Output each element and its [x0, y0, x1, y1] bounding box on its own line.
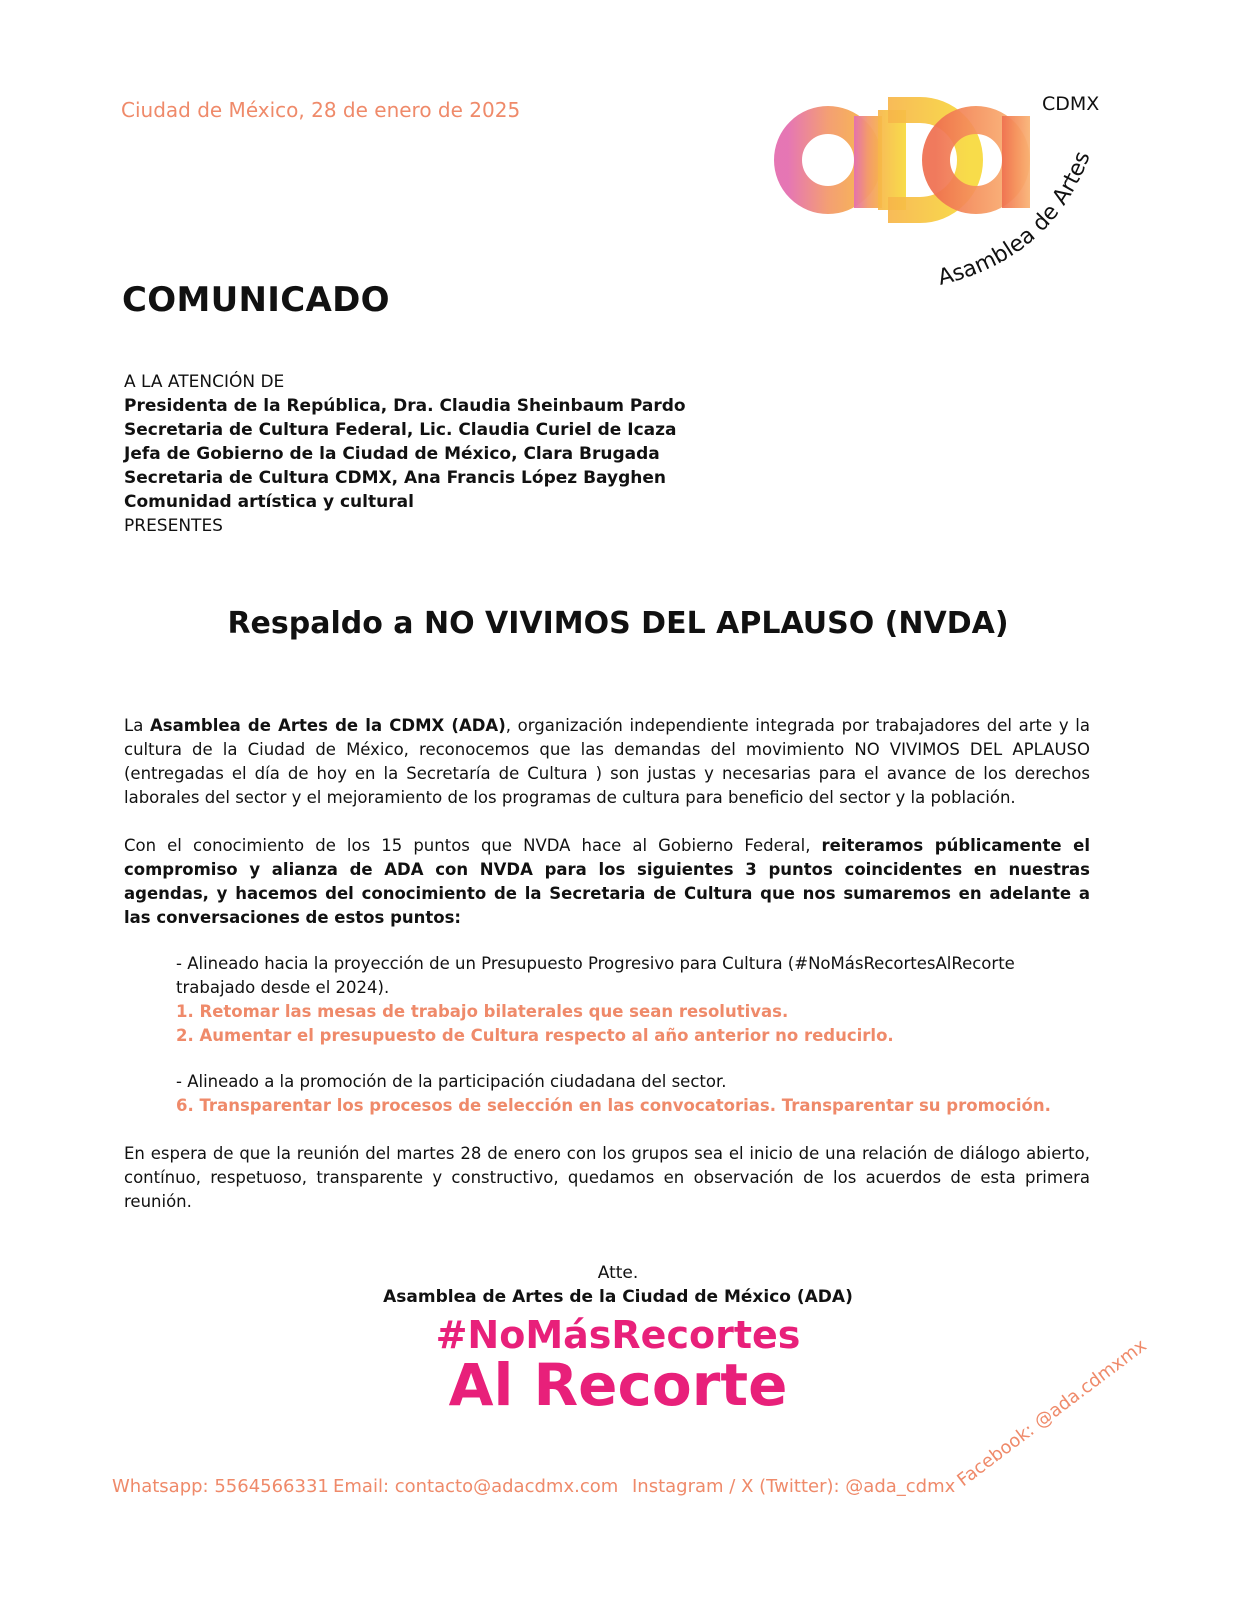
list-item: 1. Retomar las mesas de trabajo bilaterales que sean resolutivas.	[176, 1002, 789, 1021]
list-intro: - Alineado hacia la proyección de un Presupuesto Progresivo para Cultura (#NoMásRecortesAlRecorte trabajado desde el 2024).	[176, 954, 1015, 997]
body-paragraph-1	[124, 714, 1090, 810]
footer-instagram: Instagram / X (Twitter): @ada_cdmx	[632, 1476, 956, 1497]
signature-org: Asamblea de Artes de la Ciudad de México (ADA)	[383, 1287, 853, 1307]
ada-letter-a-right	[936, 116, 1030, 208]
recipients-intro: A LA ATENCIÓN DE	[124, 372, 285, 392]
list-intro: - Alineado a la promoción de la participación ciudadana del sector.	[176, 1072, 727, 1091]
p1-text-rest: , organización independiente integrada por trabajadores del arte y la cultura de la Ciudad de México, reconocemos que las demandas del movimiento NO VIVIMOS DEL APLAUSO (entregadas el día de hoy en la Secretaría de Cultura ) son justas y necesarias para el avance de los derechos laborales del sector y el mejoramiento de los programas de cultura para beneficio del sector y la población.	[124, 716, 1090, 807]
recipient-name: Presidenta de la República, Dra. Claudia Sheinbaum Pardo	[124, 396, 686, 416]
body-paragraph-3: En espera de que la reunión del martes 28 de enero con los grupos sea el inicio de una relación de diálogo abierto, contínuo, respetuoso, transparente y constructivo, quedamos en observación de los acuerdos de esta primera reunión.	[124, 1144, 1090, 1211]
footer-email: Email: contacto@adacdmx.com	[333, 1476, 619, 1497]
section-heading: Respaldo a NO VIVIMOS DEL APLAUSO (NVDA)	[227, 606, 1009, 641]
logo-org-text: Asamblea de Artes	[935, 148, 1096, 291]
recipients-closing: PRESENTES	[124, 516, 223, 536]
salutation: Atte.	[597, 1263, 639, 1283]
logo-region-text: CDMX	[1042, 93, 1100, 115]
demands-list-2	[176, 1070, 1076, 1118]
recipient-name: Secretaria de Cultura CDMX, Ana Francis López Bayghen	[124, 468, 666, 488]
footer-whatsapp: Whatsapp: 5564566331	[112, 1476, 329, 1497]
demands-list-1	[176, 952, 1076, 1048]
footer-facebook: Facebook: @ada.cdmxmx	[953, 1335, 1151, 1491]
p1-org-name: Asamblea de Artes de la CDMX (ADA)	[150, 716, 506, 735]
signature-block	[0, 1261, 1236, 1309]
recipient-name: Secretaria de Cultura Federal, Lic. Claudia Curiel de Icaza	[124, 420, 677, 440]
document-title: COMUNICADO	[122, 280, 390, 320]
p2-text: Con el conocimiento de los 15 puntos que NVDA hace al Gobierno Federal,	[124, 836, 822, 855]
p2-bold-text: reiteramos públicamente el compromiso y alianza de ADA con NVDA para los siguientes 3 puntos coincidentes en nuestras agendas, y hacemos del conocimiento de la Secretaria de Cultura que nos sumaremos en adelante a las conversaciones de estos puntos:	[124, 836, 1090, 927]
list-item: 6. Transparentar los procesos de selección en las convocatorias. Transparentar su promoción.	[176, 1096, 1051, 1115]
recipients-block	[124, 370, 686, 538]
p1-text: La	[124, 716, 150, 735]
body-paragraph-2	[124, 834, 1090, 930]
document-date: Ciudad de México, 28 de enero de 2025	[121, 98, 521, 122]
hashtag-line-1: #NoMásRecortes	[435, 1313, 801, 1357]
ada-logo	[770, 80, 1120, 310]
recipient-name: Comunidad artística y cultural	[124, 492, 414, 512]
list-item: 2. Aumentar el presupuesto de Cultura respecto al año anterior no reducirlo.	[176, 1026, 894, 1045]
ada-letter-a-left	[788, 116, 882, 208]
recipient-name: Jefa de Gobierno de la Ciudad de México, Clara Brugada	[124, 444, 660, 464]
hashtag-line-2: Al Recorte	[448, 1351, 788, 1419]
